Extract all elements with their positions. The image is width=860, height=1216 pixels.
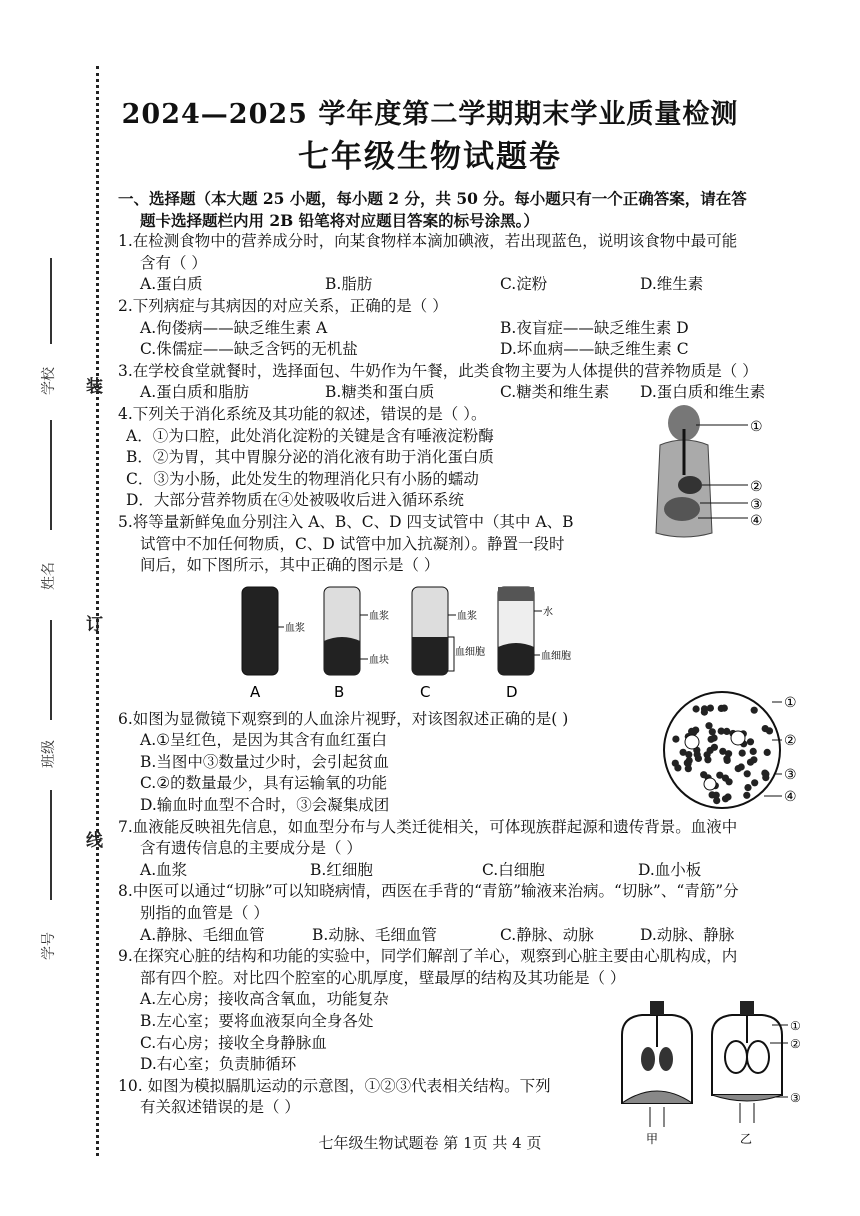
q9-option-a[interactable]: A.左心房；接收高含氧血，功能复杂 xyxy=(140,990,389,1009)
school-field-label: 学校 xyxy=(41,367,57,395)
red-blood-cell xyxy=(723,728,730,735)
section-heading-line2: 题卡选择题栏内用 2B 铅笔将对应题目答案的标号涂黑。） xyxy=(140,210,539,230)
test-tubes-figure xyxy=(228,585,598,705)
q9-stem-line2: 部有四个腔。对比四个腔室的心肌厚度，壁最厚的结构及其功能是（ ） xyxy=(140,968,626,987)
q2-option-b[interactable]: B.夜盲症——缺乏维生素 D xyxy=(500,318,689,337)
digestive-label-2: ② xyxy=(750,479,763,495)
red-blood-cell xyxy=(724,793,731,800)
red-blood-cell xyxy=(708,736,715,743)
tube-d-top-label: 水 xyxy=(543,607,553,618)
q7-option-d[interactable]: D.血小板 xyxy=(638,860,702,879)
q7-stem-line2: 含有遗传信息的主要成分是（ ） xyxy=(140,839,362,858)
q4-stem: 4.下列关于消化系统及其功能的叙述，错误的是（ ）。 xyxy=(118,404,487,423)
q1-stem-line2: 含有（ ） xyxy=(140,253,207,272)
q8-option-c[interactable]: C.静脉、动脉 xyxy=(500,925,594,944)
white-blood-cell-a xyxy=(685,735,699,749)
red-blood-cell xyxy=(747,738,754,745)
q1-option-b[interactable]: B.脂肪 xyxy=(325,275,373,294)
q2-option-c[interactable]: C.侏儒症——缺乏含钙的无机盐 xyxy=(140,340,358,359)
q9-option-c[interactable]: C.右心房；接收全身静脉血 xyxy=(140,1033,327,1052)
tube-c xyxy=(412,587,485,701)
digestive-system-figure xyxy=(640,405,780,545)
tube-d-letter: D xyxy=(506,683,518,701)
digestive-label-1: ① xyxy=(750,419,763,435)
red-blood-cell xyxy=(672,760,679,767)
q8-option-d[interactable]: D.动脉、静脉 xyxy=(640,925,735,944)
red-blood-cell xyxy=(735,765,742,772)
q2-options-row1 xyxy=(118,318,833,340)
school-blank[interactable] xyxy=(50,258,52,344)
q3-option-c[interactable]: C.糖类和维生素 xyxy=(500,383,610,402)
tube-c-letter: C xyxy=(420,683,431,701)
red-blood-cell xyxy=(751,779,758,786)
smear-label-1: ① xyxy=(784,695,797,711)
binding-mark-zhuang: 装 xyxy=(86,377,103,397)
q8-stem-line1: 8.中医可以通过“切脉”可以知晓病情，西医在手背的“青筋”输液来治病。“切脉”、“青筋”分 xyxy=(118,882,739,901)
q4-option-a[interactable]: A．①为口腔，此处消化淀粉的关键是含有唾液淀粉酶 xyxy=(126,426,494,445)
tube-b-bottom-label: 血块 xyxy=(369,655,389,666)
q7-option-b[interactable]: B.红细胞 xyxy=(310,860,373,879)
q2-options-row2 xyxy=(118,339,833,361)
red-blood-cell xyxy=(739,750,746,757)
q8-option-a[interactable]: A.静脉、毛细血管 xyxy=(140,925,265,944)
red-blood-cell xyxy=(704,756,711,763)
q3-option-b[interactable]: B.糖类和蛋白质 xyxy=(325,383,435,402)
class-blank[interactable] xyxy=(50,420,52,530)
student-id-blank[interactable] xyxy=(50,790,52,900)
red-blood-cell xyxy=(751,707,758,714)
q6-option-d[interactable]: D.输血时血型不合时，③会凝集成团 xyxy=(140,796,390,815)
red-blood-cell xyxy=(688,728,695,735)
name-field-label: 姓名 xyxy=(41,562,57,590)
red-blood-cell xyxy=(694,751,701,758)
q8-stem-line2: 别指的血管是（ ） xyxy=(140,904,269,923)
q4-option-c[interactable]: C．③为小肠，此处发生的物理消化只有小肠的蠕动 xyxy=(126,469,479,488)
q5-stem-line3: 间后，如下图所示，其中正确的图示是（ ） xyxy=(140,556,440,575)
q3-options xyxy=(118,382,833,404)
model-label-3: ③ xyxy=(790,1091,801,1105)
q6-option-c[interactable]: C.②的数量最少，具有运输氧的功能 xyxy=(140,774,388,793)
red-blood-cell xyxy=(718,705,725,712)
tube-c-bottom-label: 血细胞 xyxy=(455,647,485,658)
red-blood-cell xyxy=(762,774,769,781)
red-blood-cell xyxy=(747,759,754,766)
q8-options xyxy=(118,925,833,947)
q2-stem: 2.下列病症与其病因的对应关系，正确的是（ ） xyxy=(118,296,448,315)
red-blood-cell xyxy=(744,784,751,791)
smear-label-2: ② xyxy=(784,733,797,749)
q9-option-d[interactable]: D.右心室；负责肺循环 xyxy=(140,1055,297,1074)
smear-label-4: ④ xyxy=(784,789,797,805)
class-field-label: 班级 xyxy=(41,740,57,768)
binding-mark-xian: 线 xyxy=(86,831,103,851)
page-footer: 七年级生物试题卷 第 1页 共 4 页 xyxy=(318,1134,542,1152)
q6-option-a[interactable]: A.①呈红色，是因为其含有血红蛋白 xyxy=(140,731,388,750)
red-blood-cell xyxy=(707,705,714,712)
tube-a-label: 血浆 xyxy=(285,623,305,634)
name-blank[interactable] xyxy=(50,620,52,720)
red-blood-cell xyxy=(744,770,751,777)
model-label-2: ② xyxy=(790,1037,801,1051)
intestine-shape xyxy=(664,497,700,521)
q7-options xyxy=(118,860,833,882)
red-blood-cell xyxy=(719,748,726,755)
red-blood-cell xyxy=(693,705,700,712)
q1-option-c[interactable]: C.淀粉 xyxy=(500,275,548,294)
red-blood-cell xyxy=(750,748,757,755)
stomach-shape xyxy=(678,476,702,494)
q3-option-d[interactable]: D.蛋白质和维生素 xyxy=(640,383,766,402)
tube-b-letter: B xyxy=(334,683,345,701)
section-heading-line1: 一、选择题（本大题 25 小题，每小题 2 分，共 50 分。每小题只有一个正确答案，请在答 xyxy=(118,189,747,208)
q5-stem-line2: 试管中不加任何物质，C、D 试管中加入抗凝剂）。静置一段时 xyxy=(140,534,565,553)
red-blood-cell xyxy=(709,728,716,735)
tube-a xyxy=(242,587,305,701)
q6-stem: 6.如图为显微镜下观察到的人血涂片视野，对该图叙述正确的是( ) xyxy=(118,709,569,728)
red-blood-cell xyxy=(672,736,679,743)
tube-a-letter: A xyxy=(250,683,261,701)
q1-option-d[interactable]: D.维生素 xyxy=(640,275,704,294)
q2-option-d[interactable]: D.坏血病——缺乏维生素 C xyxy=(500,340,689,359)
red-blood-cell xyxy=(705,722,712,729)
q7-stem-line1: 7.血液能反映祖先信息，如血型分布与人类迁徙相关，可体现族群起源和遗传背景。血液中 xyxy=(118,817,738,836)
digestive-label-3: ③ xyxy=(750,497,763,513)
red-blood-cell xyxy=(707,747,714,754)
q9-stem-line1: 9.在探究心脏的结构和功能的实验中，同学们解剖了羊心，观察到心脏主要由心肌构成，内 xyxy=(118,947,738,966)
q8-option-b[interactable]: B.动脉、毛细血管 xyxy=(312,925,437,944)
exam-subtitle: 七年级生物试题卷 xyxy=(298,139,562,175)
bell-jar-jia xyxy=(622,1001,692,1145)
tube-b xyxy=(324,587,389,701)
red-blood-cell xyxy=(713,797,720,804)
q1-options xyxy=(118,274,833,296)
white-blood-cell-c xyxy=(704,778,716,790)
q7-option-a[interactable]: A.血浆 xyxy=(140,860,188,879)
binding-mark-ding: 订 xyxy=(86,615,103,635)
diaphragm-model-figure xyxy=(612,995,812,1145)
red-blood-cell xyxy=(743,792,750,799)
q4-option-b[interactable]: B．②为胃，其中胃腺分泌的消化液有助于消化蛋白质 xyxy=(126,448,494,467)
smear-label-3: ③ xyxy=(784,767,797,783)
q4-option-d[interactable]: D．大部分营养物质在④处被吸收后进入循环系统 xyxy=(126,491,464,510)
q3-option-a[interactable]: A.蛋白质和脂肪 xyxy=(140,383,250,402)
q9-option-b[interactable]: B.左心室；要将血液泵向全身各处 xyxy=(140,1012,374,1030)
red-blood-cell xyxy=(764,749,771,756)
red-blood-cell xyxy=(722,775,729,782)
tube-b-top-label: 血浆 xyxy=(369,611,389,622)
q10-stem-line2: 有关叙述错误的是（ ） xyxy=(140,1098,300,1117)
exam-title: 2024—2025 学年度第二学期期末学业质量检测 xyxy=(121,99,739,130)
digestive-label-4: ④ xyxy=(750,513,763,529)
white-blood-cell-b xyxy=(731,731,745,745)
tube-d-bottom-label: 血细胞 xyxy=(541,651,571,662)
q2-option-a[interactable]: A.佝偻病——缺乏维生素 A xyxy=(140,318,328,337)
bell-jar-yi xyxy=(712,1001,801,1145)
tube-d xyxy=(498,587,571,701)
q10-stem-line1: 10. 如图为模拟膈肌运动的示意图，①②③代表相关结构。下列 xyxy=(118,1076,551,1095)
jar-yi-label: 乙 xyxy=(740,1132,753,1145)
blood-smear-figure xyxy=(650,690,830,810)
q6-option-b[interactable]: B.当图中③数量过少时，会引起贫血 xyxy=(140,752,389,771)
jar-jia-label: 甲 xyxy=(646,1132,659,1145)
red-blood-cell xyxy=(685,751,692,758)
red-blood-cell xyxy=(762,725,769,732)
q7-option-c[interactable]: C.白细胞 xyxy=(482,860,545,879)
q1-option-a[interactable]: A.蛋白质 xyxy=(140,275,203,294)
student-id-field-label: 学号 xyxy=(41,932,57,960)
q3-stem: 3.在学校食堂就餐时，选择面包、牛奶作为午餐，此类食物主要为人体提供的营养物质是（ ） xyxy=(118,361,758,380)
q1-stem-line1: 1.在检测食物中的营养成分时，向某食物样本滴加碘液，若出现蓝色，说明该食物中最可能 xyxy=(118,232,738,251)
model-label-1: ① xyxy=(790,1019,801,1033)
q5-stem-line1: 5.将等量新鲜兔血分别注入 A、B、C、D 四支试管中（其中 A、B xyxy=(118,512,574,531)
tube-c-top-label: 血浆 xyxy=(457,611,477,622)
